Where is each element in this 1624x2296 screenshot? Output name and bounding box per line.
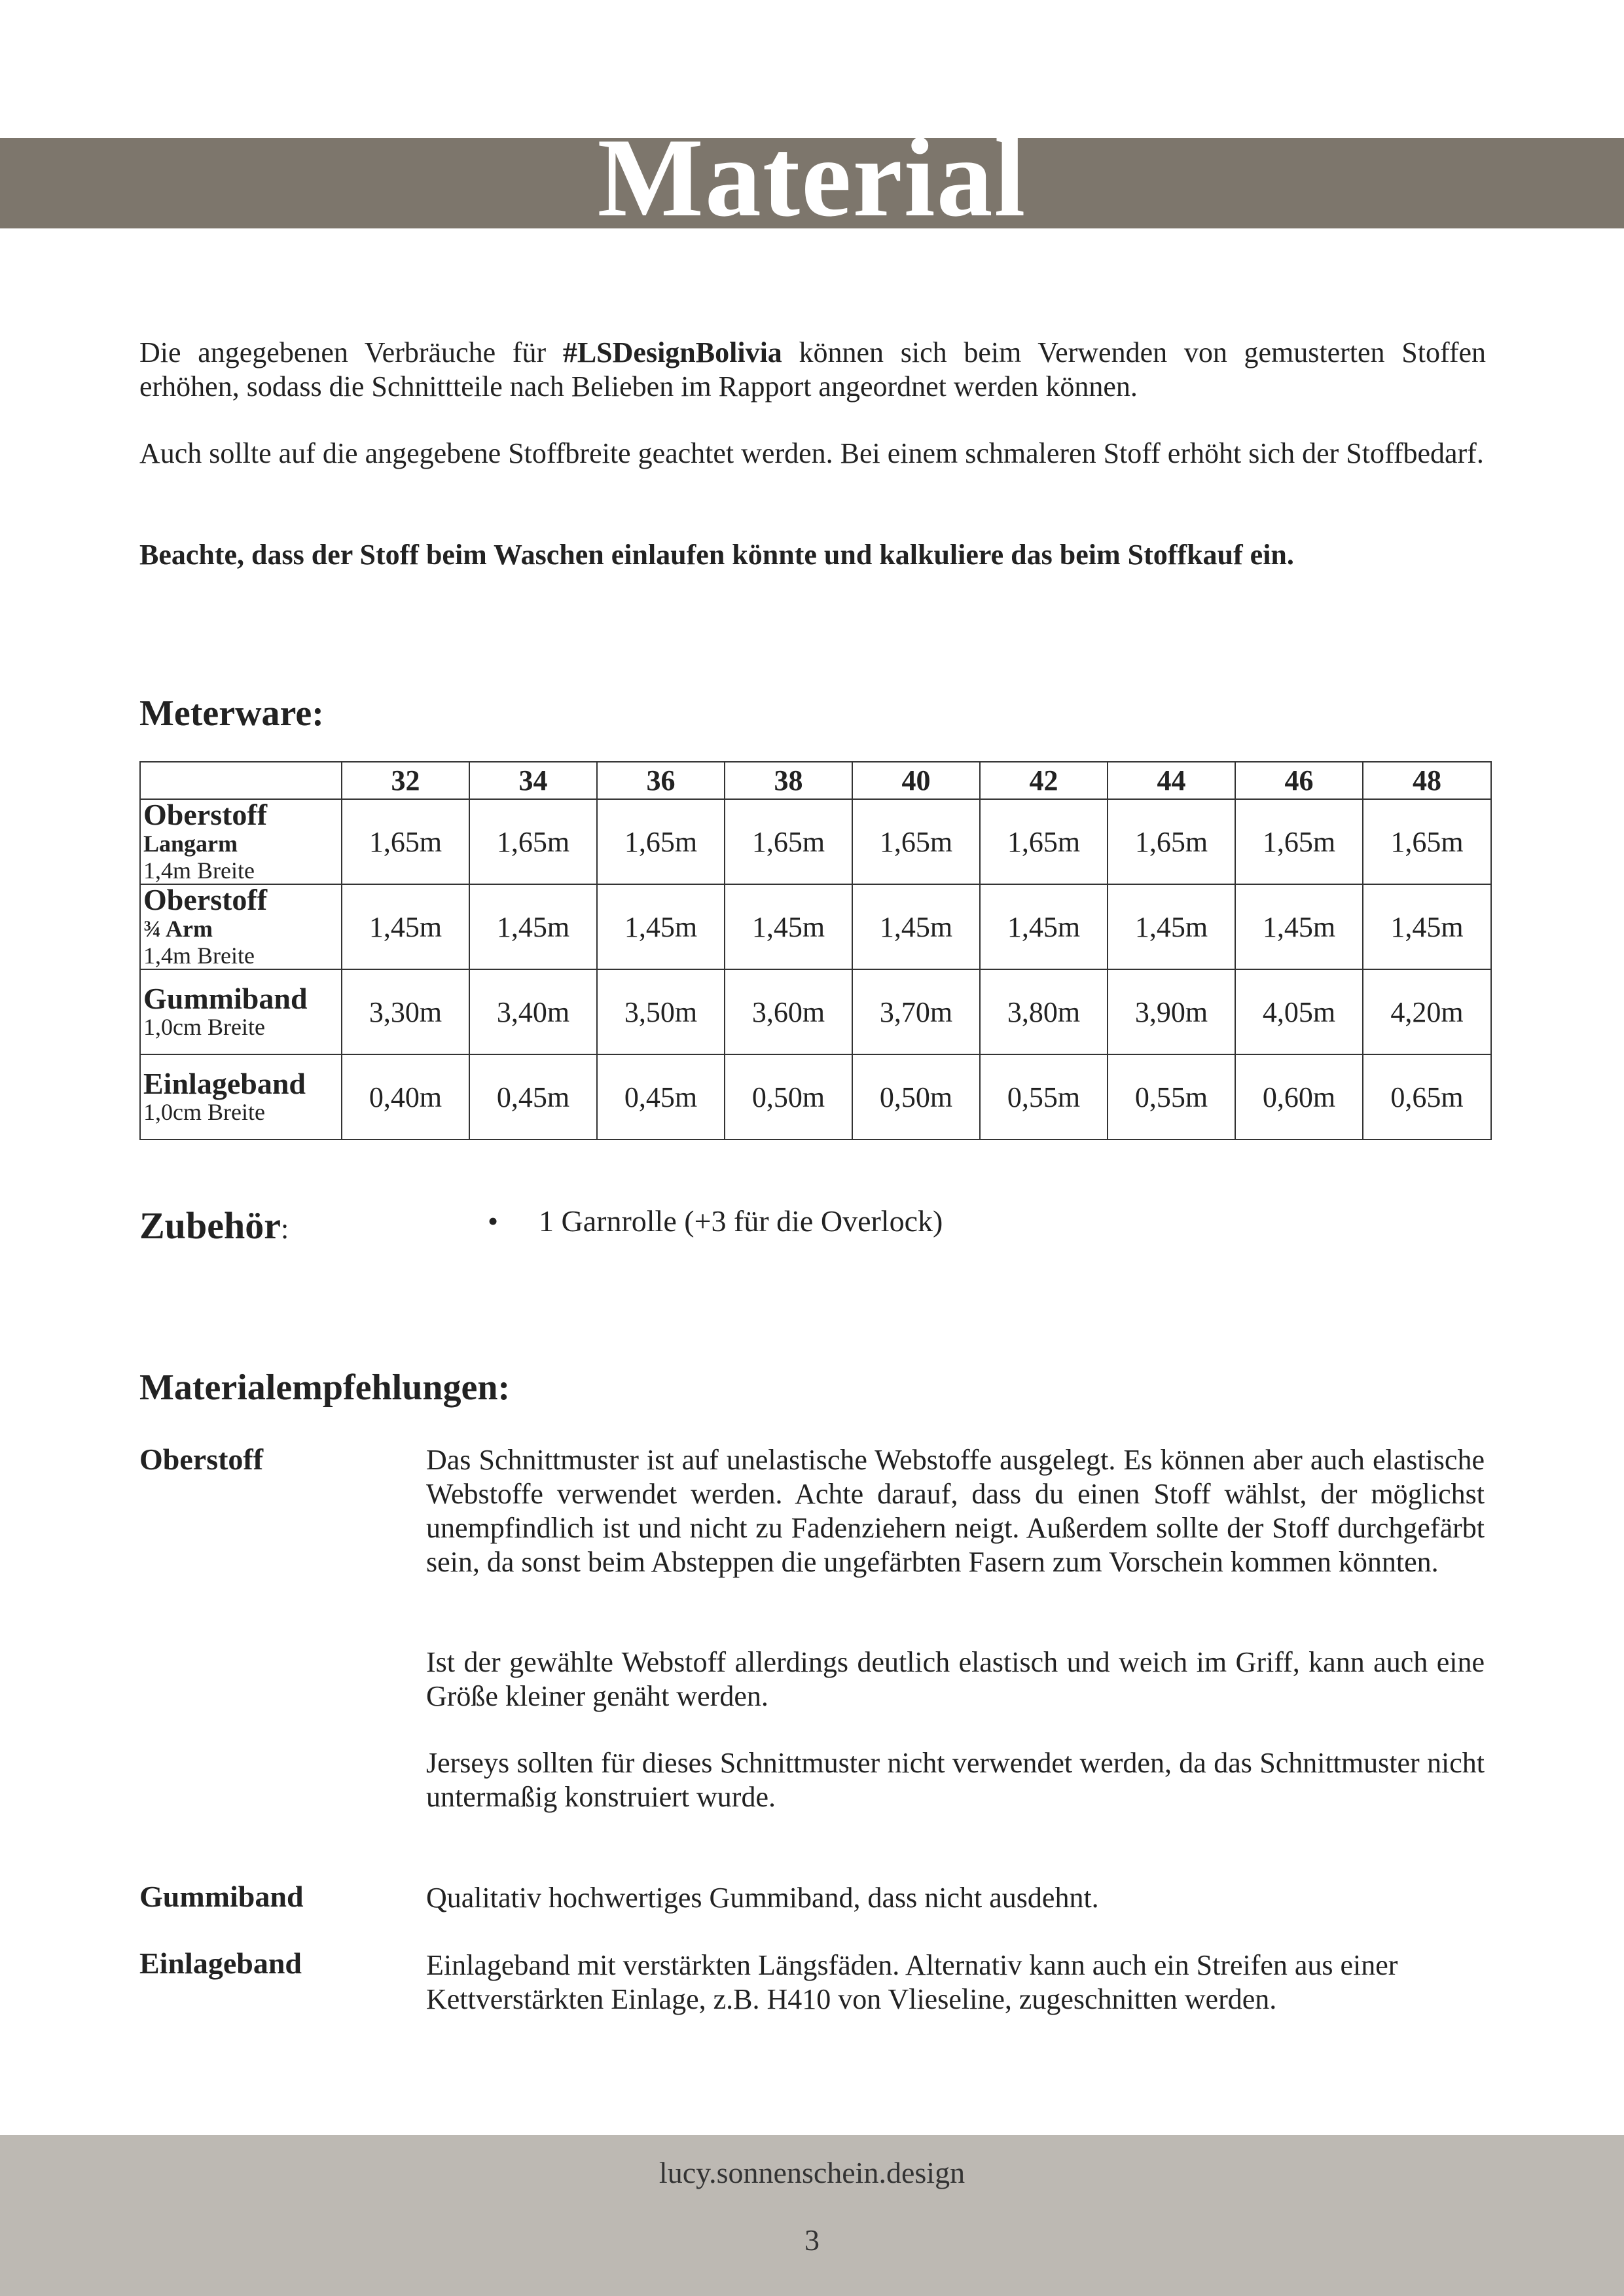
table-cell: 1,45m	[980, 884, 1108, 969]
bullet-icon: •	[488, 1204, 499, 1238]
intro-paragraph-2: Auch sollte auf die angegebene Stoffbreite geachtet werden. Bei einem schmaleren Stoff erhöht sich der Stoffbedarf.	[139, 437, 1484, 469]
size-header: 36	[597, 762, 725, 799]
footer-website: lucy.sonnenschein.design	[659, 2156, 965, 2189]
size-header: 44	[1108, 762, 1235, 799]
intro-text-start: Die angegebenen Verbräuche für	[139, 336, 563, 368]
table-cell: 3,70m	[852, 969, 980, 1054]
size-header: 46	[1235, 762, 1363, 799]
table-cell: 1,45m	[852, 884, 980, 969]
table-cell: 0,65m	[1363, 1054, 1491, 1139]
table-cell: 0,50m	[725, 1054, 852, 1139]
einlageband-label: Einlageband	[139, 1946, 302, 1980]
table-cell: 0,55m	[1108, 1054, 1235, 1139]
meterware-heading: Meterware:	[139, 693, 324, 734]
table-cell: 1,45m	[597, 884, 725, 969]
row-label-cell	[140, 884, 342, 969]
table-cell: 3,60m	[725, 969, 852, 1054]
size-header: 34	[469, 762, 597, 799]
table-cell: 0,45m	[469, 1054, 597, 1139]
zubehoer-heading-text: Zubehör	[139, 1204, 281, 1247]
table-header-row	[140, 762, 1491, 799]
gummiband-label: Gummiband	[139, 1880, 304, 1913]
table-cell: 1,65m	[1363, 799, 1491, 884]
intro-paragraph-1	[139, 336, 1486, 404]
table-cell: 0,45m	[597, 1054, 725, 1139]
table-cell: 0,55m	[980, 1054, 1108, 1139]
table-cell: 3,30m	[342, 969, 469, 1054]
table-cell: 3,50m	[597, 969, 725, 1054]
table-cell: 0,40m	[342, 1054, 469, 1139]
table-cell: 4,20m	[1363, 969, 1491, 1054]
table-cell: 1,45m	[1235, 884, 1363, 969]
einlageband-description: Einlageband mit verstärkten Längsfäden. Alternativ kann auch ein Streifen aus einer Kettverstärkten Einlage, z.B. H410 von Vlieseline, zugeschnitten werden.	[426, 1949, 1398, 2015]
table-cell: 1,45m	[725, 884, 852, 969]
table-cell: 1,45m	[1108, 884, 1235, 969]
intro-text-end: können sich beim Verwenden von gemusterten Stoffen erhöhen, sodass die Schnittteile nach Belieben im Rapport angeordnet werden können.	[139, 336, 1486, 403]
row-label: Gummiband	[143, 982, 308, 1015]
table-cell: 0,60m	[1235, 1054, 1363, 1139]
oberstoff-description-2: Ist der gewählte Webstoff allerdings deutlich elastisch und weich im Griff, kann auch eine Größe kleiner genäht werden.	[426, 1646, 1485, 1712]
table-cell: 1,65m	[725, 799, 852, 884]
page-number: 3	[804, 2223, 820, 2257]
table-cell: 1,65m	[1108, 799, 1235, 884]
hashtag: #LSDesignBolivia	[562, 336, 782, 368]
row-note: 1,4m Breite	[143, 942, 255, 969]
table-cell: 1,45m	[1363, 884, 1491, 969]
zubehoer-colon: :	[280, 1213, 289, 1245]
row-label: Oberstoff	[143, 798, 268, 831]
row-note: 1,4m Breite	[143, 857, 255, 884]
table-cell: 1,65m	[980, 799, 1108, 884]
row-label: Einlageband	[143, 1067, 306, 1100]
row-note: 1,0cm Breite	[143, 1014, 265, 1040]
size-header: 32	[342, 762, 469, 799]
row-label-cell	[140, 969, 342, 1054]
zubehoer-heading	[139, 1203, 289, 1252]
meterware-table	[139, 761, 1492, 1140]
row-label: Oberstoff	[143, 883, 268, 916]
table-corner-cell	[140, 762, 342, 799]
oberstoff-description-3: Jerseys sollten für dieses Schnittmuster nicht verwendet werden, da das Schnittmuster nicht untermaßig konstruiert wurde.	[426, 1747, 1485, 1813]
table-cell: 1,65m	[852, 799, 980, 884]
table-cell: 0,50m	[852, 1054, 980, 1139]
size-header: 48	[1363, 762, 1491, 799]
zubehoer-item-text: 1 Garnrolle (+3 für die Overlock)	[539, 1204, 943, 1238]
table-cell: 1,65m	[469, 799, 597, 884]
table-cell: 3,90m	[1108, 969, 1235, 1054]
table-row	[140, 969, 1491, 1054]
row-label-cell	[140, 1054, 342, 1139]
table-cell: 1,65m	[1235, 799, 1363, 884]
intro-paragraph-3-bold: Beachte, dass der Stoff beim Waschen einlaufen könnte und kalkuliere das beim Stoffkauf ein.	[139, 539, 1294, 571]
table-cell: 4,05m	[1235, 969, 1363, 1054]
page-title: Material	[597, 121, 1027, 236]
row-sublabel: ¾ Arm	[143, 916, 213, 942]
row-sublabel: Langarm	[143, 831, 238, 857]
row-label-cell	[140, 799, 342, 884]
table-cell: 3,40m	[469, 969, 597, 1054]
table-row	[140, 1054, 1491, 1139]
table-row	[140, 884, 1491, 969]
table-cell: 1,45m	[469, 884, 597, 969]
oberstoff-label: Oberstoff	[139, 1443, 264, 1476]
zubehoer-list-item	[488, 1203, 943, 1240]
gummiband-description: Qualitativ hochwertiges Gummiband, dass nicht ausdehnt.	[426, 1882, 1099, 1914]
table-cell: 1,65m	[597, 799, 725, 884]
oberstoff-description-1: Das Schnittmuster ist auf unelastische Webstoffe ausgelegt. Es können aber auch elastische Webstoffe verwendet werden. Achte darauf, dass du einen Stoff wählst, der möglichst unempfindlich ist und nicht zu Fadenziehern neigt. Außerdem sollte der Stoff durchgefärbt sein, da sonst beim Absteppen die ungefärbten Fasern zum Vorschein kommen könnten.	[426, 1444, 1485, 1578]
size-header: 40	[852, 762, 980, 799]
table-cell: 3,80m	[980, 969, 1108, 1054]
row-note: 1,0cm Breite	[143, 1099, 265, 1125]
size-header: 38	[725, 762, 852, 799]
table-row	[140, 799, 1491, 884]
size-header: 42	[980, 762, 1108, 799]
empfehlungen-heading: Materialempfehlungen:	[139, 1367, 511, 1408]
table-cell: 1,45m	[342, 884, 469, 969]
table-cell: 1,65m	[342, 799, 469, 884]
